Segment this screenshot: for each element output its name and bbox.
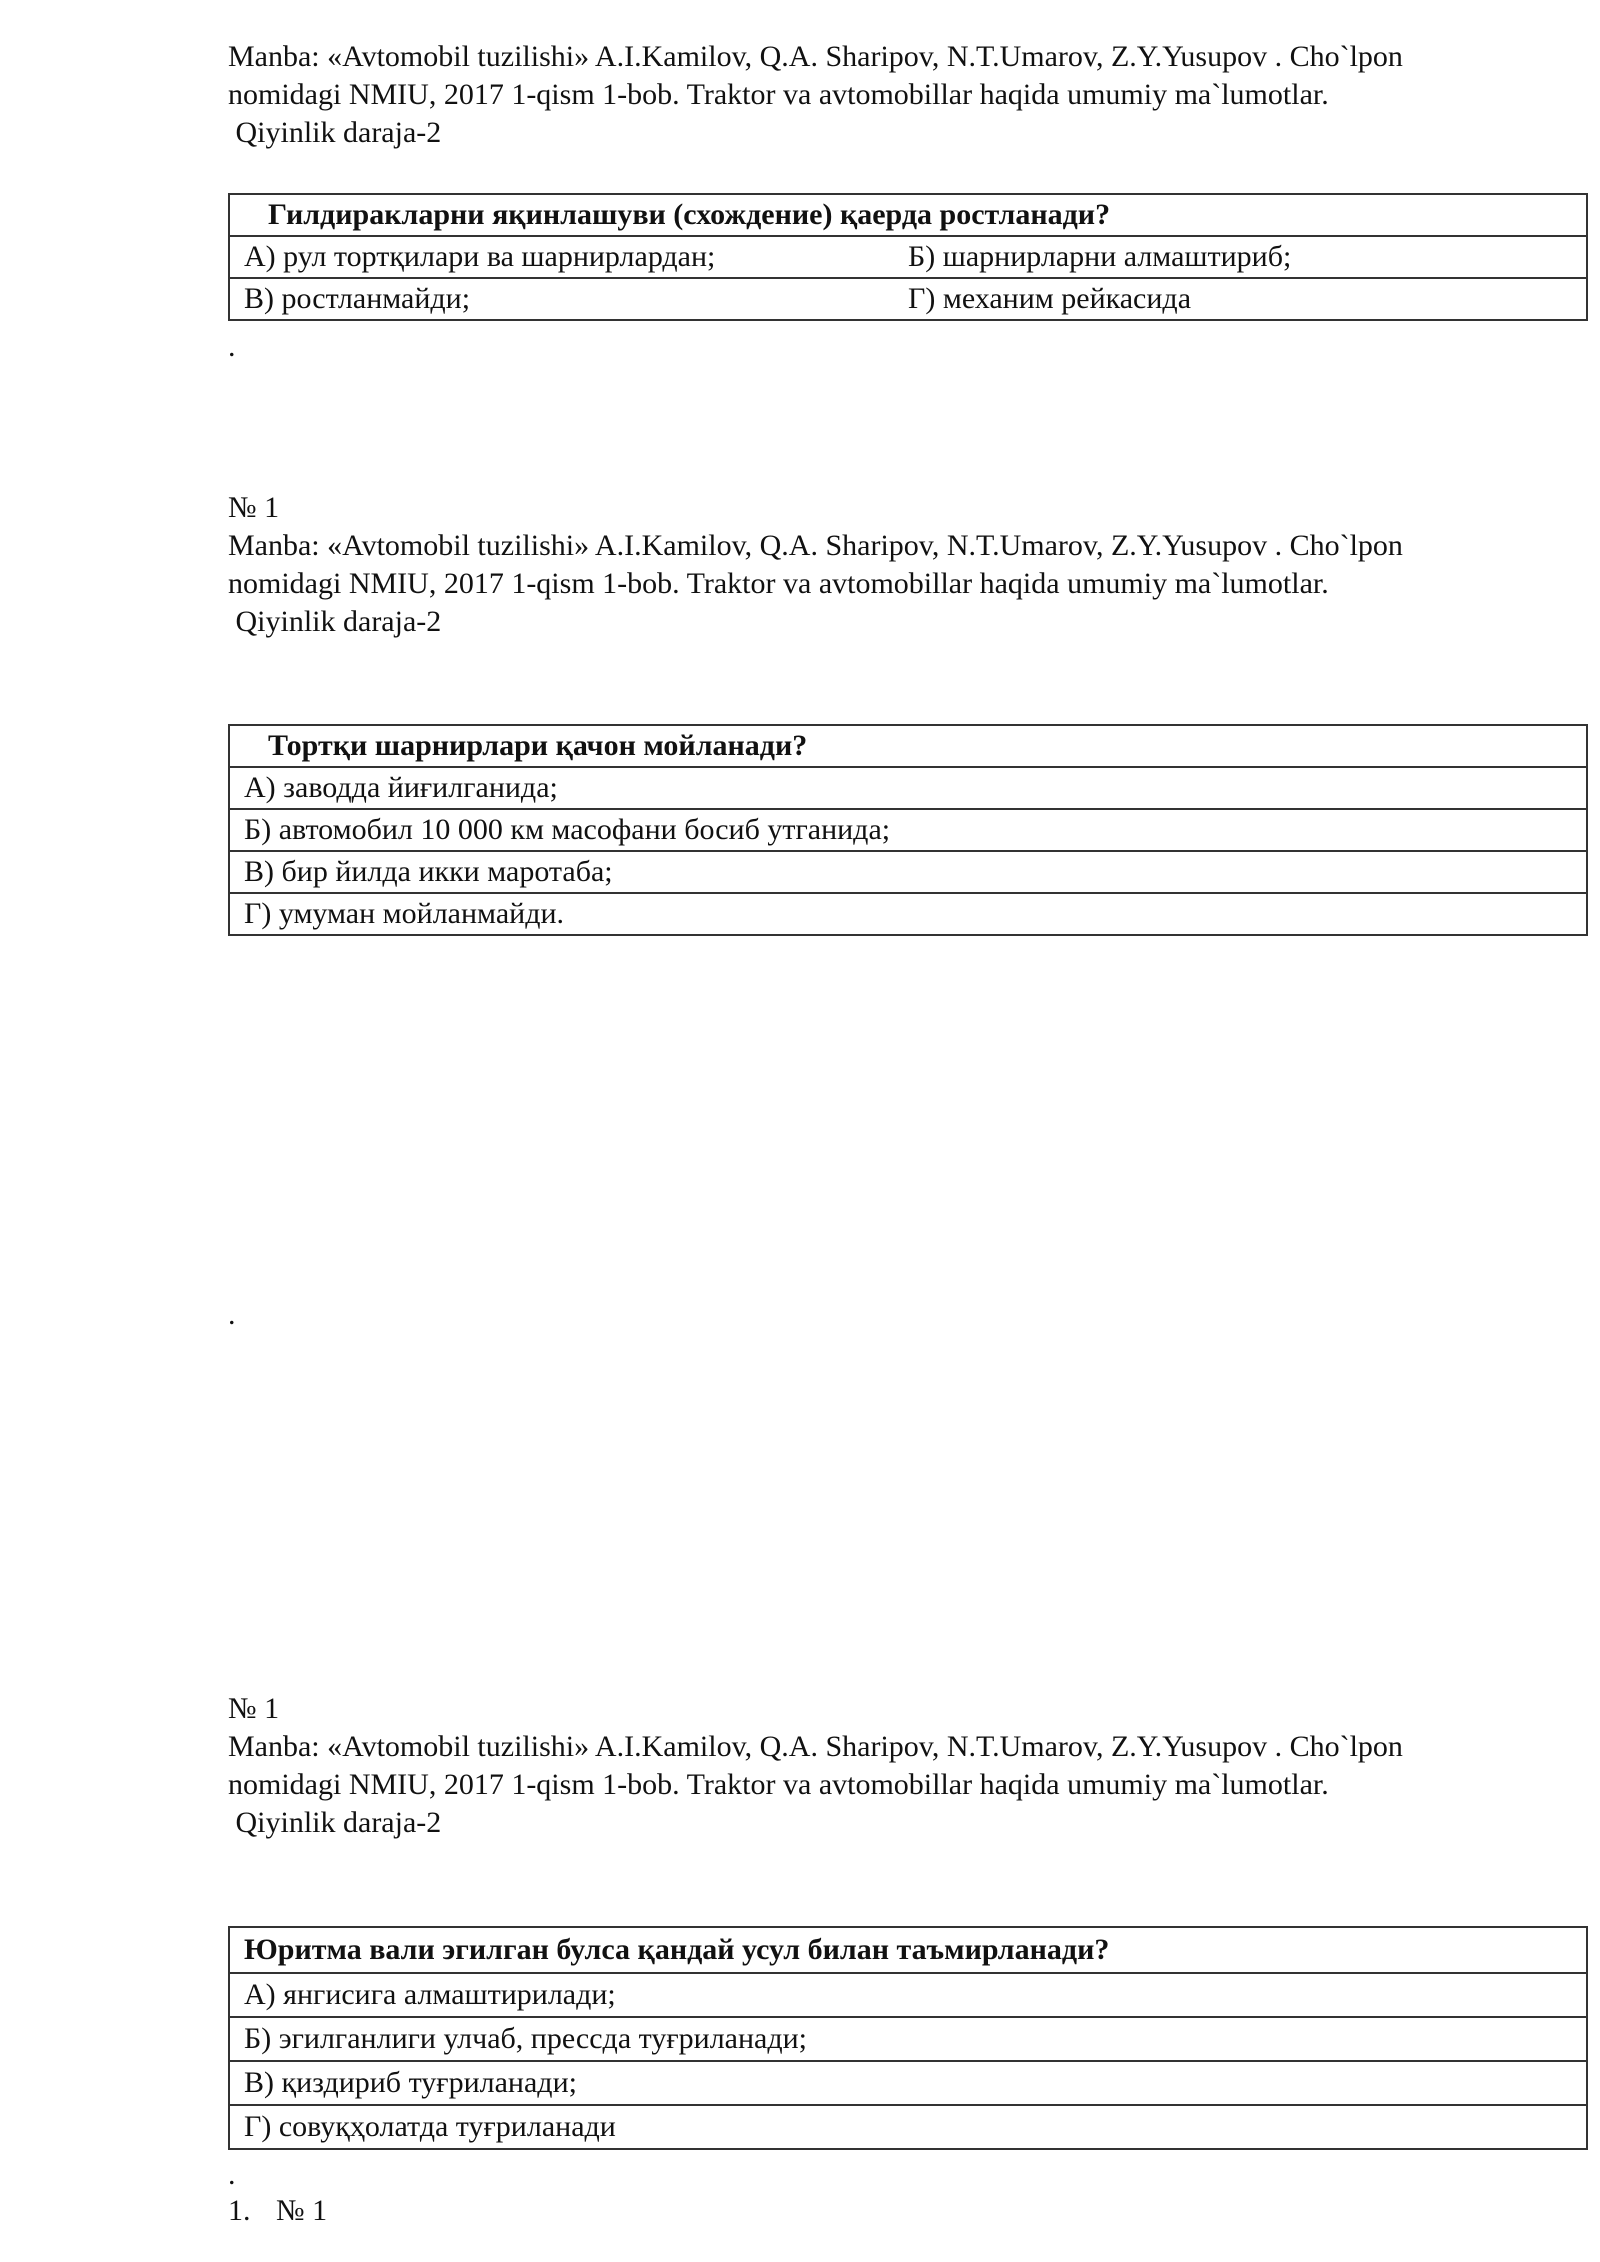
option-b: Б) шарнирларни алмаштириб; <box>908 240 1292 273</box>
option-c: В) ростланмайди; <box>244 282 471 315</box>
source-line-2: nomidagi NMIU, 2017 1-qism 1-bob. Traktor va avtomobillar haqida umumiy ma`lumotlar. <box>228 1768 1329 1801</box>
difficulty-label: Qiyinlik daraja-2 <box>228 116 442 149</box>
option-c: В) бир йилда икки маротаба; <box>229 851 1587 893</box>
source-line-2: nomidagi NMIU, 2017 1-qism 1-bob. Traktor va avtomobillar haqida umumiy ma`lumotlar. <box>228 78 1329 111</box>
separator-dot: . <box>228 2158 236 2191</box>
question-table-1 <box>228 193 1588 321</box>
answer-row <box>229 236 1587 278</box>
question-table-2 <box>228 724 1588 936</box>
separator-dot: . <box>228 330 236 363</box>
source-line-1: Manba: «Avtomobil tuzilishi» A.I.Kamilov, Q.A. Sharipov, N.T.Umarov, Z.Y.Yusupov . Cho`lpon <box>228 40 1403 73</box>
option-a: А) рул тортқилари ва шарнирлардан; <box>244 240 716 273</box>
question-number: № 1 <box>276 2194 328 2227</box>
option-d: Г) умуман мойланмайди. <box>229 893 1587 935</box>
option-b: Б) эгилганлиги улчаб, прессда туғриланади; <box>229 2017 1587 2061</box>
option-d: Г) совуқҳолатда туғриланади <box>229 2105 1587 2149</box>
question-text: Гилдиракларни яқинлашуви (схождение) қаерда ростланади? <box>229 194 1587 236</box>
question-table-3 <box>228 1926 1588 2150</box>
list-number: 1. <box>228 2194 251 2227</box>
question-text: Тортқи шарнирлари қачон мойланади? <box>229 725 1587 767</box>
answer-row <box>229 278 1587 320</box>
question-number: № 1 <box>228 1692 280 1725</box>
difficulty-label: Qiyinlik daraja-2 <box>228 1806 442 1839</box>
numbered-list-item <box>228 2192 327 2230</box>
option-c: В) қиздириб туғриланади; <box>229 2061 1587 2105</box>
option-a: А) заводда йиғилганида; <box>229 767 1587 809</box>
source-line-1: Manba: «Avtomobil tuzilishi» A.I.Kamilov, Q.A. Sharipov, N.T.Umarov, Z.Y.Yusupov . Cho`lpon <box>228 1730 1403 1763</box>
question-number: № 1 <box>228 491 280 524</box>
option-a: А) янгисига алмаштирилади; <box>229 1973 1587 2017</box>
option-d: Г) механим рейкасида <box>908 282 1192 315</box>
source-line-1: Manba: «Avtomobil tuzilishi» A.I.Kamilov, Q.A. Sharipov, N.T.Umarov, Z.Y.Yusupov . Cho`lpon <box>228 529 1403 562</box>
source-line-2: nomidagi NMIU, 2017 1-qism 1-bob. Traktor va avtomobillar haqida umumiy ma`lumotlar. <box>228 567 1329 600</box>
separator-dot: . <box>228 1298 236 1331</box>
difficulty-label: Qiyinlik daraja-2 <box>228 605 442 638</box>
question-text: Юритма вали эгилган булса қандай усул билан таъмирланади? <box>229 1927 1587 1973</box>
option-b: Б) автомобил 10 000 км масофани босиб утганида; <box>229 809 1587 851</box>
